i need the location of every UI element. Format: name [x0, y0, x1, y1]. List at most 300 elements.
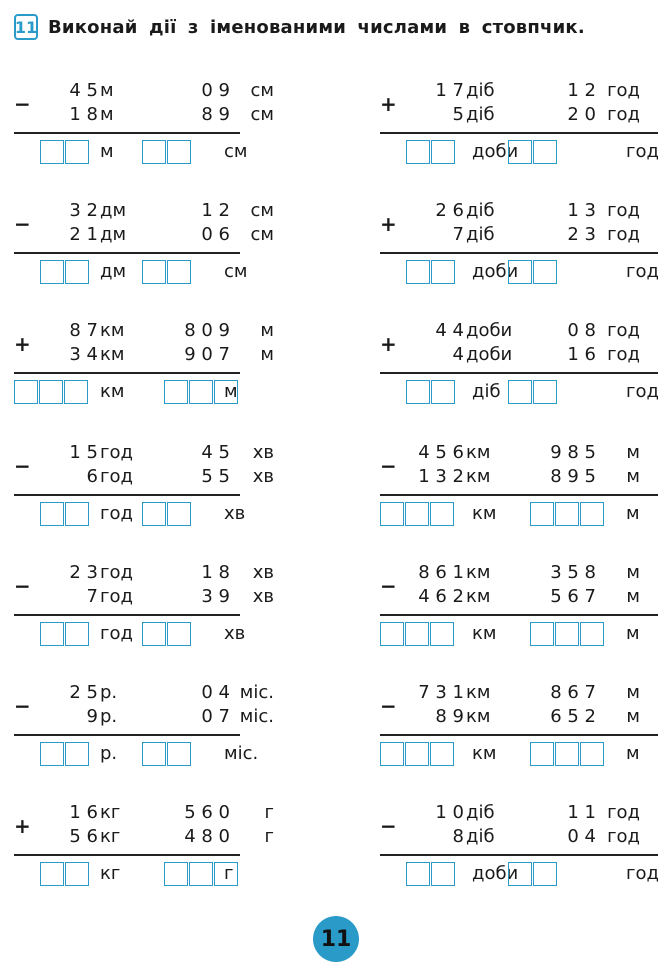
answer-unit-minor: хв	[224, 503, 246, 524]
answer-row	[14, 140, 314, 168]
problem-13	[14, 800, 314, 900]
minuend-row	[14, 562, 314, 584]
unit-label: хв	[252, 442, 274, 463]
unit-label: км	[466, 562, 491, 583]
answer-cell[interactable]	[430, 502, 454, 526]
minuend-row	[380, 562, 671, 584]
number-value: 0 8	[567, 320, 596, 341]
unit-label: год	[607, 80, 640, 101]
result-rule	[380, 372, 658, 374]
number-value: 4 8 0	[184, 826, 230, 847]
answer-unit-minor: м	[626, 623, 640, 644]
answer-row	[380, 622, 671, 650]
answer-row	[14, 380, 314, 408]
number-value: 0 6	[201, 224, 230, 245]
number-value: 1 2	[567, 80, 596, 101]
problem-11	[14, 680, 314, 780]
answer-unit-minor: см	[224, 261, 248, 282]
unit-label: м	[260, 344, 274, 365]
result-rule	[14, 252, 240, 254]
unit-label: кг	[100, 802, 121, 823]
unit-label: діб	[466, 80, 495, 101]
result-rule	[380, 854, 658, 856]
minuend-row	[380, 80, 671, 102]
answer-cell[interactable]	[431, 862, 455, 886]
answer-cell[interactable]	[380, 742, 404, 766]
answer-cell[interactable]	[406, 260, 430, 284]
answer-cell[interactable]	[142, 742, 166, 766]
answer-cell[interactable]	[164, 380, 188, 404]
unit-label: год	[100, 466, 133, 487]
number-value: 5 6 7	[550, 586, 596, 607]
number-value: 1 3	[567, 200, 596, 221]
answer-cell[interactable]	[14, 380, 38, 404]
unit-label: діб	[466, 802, 495, 823]
number-value: 3 9	[201, 586, 230, 607]
answer-cell[interactable]	[508, 260, 532, 284]
number-value: 7	[86, 586, 98, 607]
answer-cell[interactable]	[40, 742, 64, 766]
answer-cells-major	[380, 502, 455, 526]
problem-1	[14, 78, 314, 178]
unit-label: км	[100, 344, 125, 365]
answer-unit-minor: м	[626, 503, 640, 524]
answer-cells-major	[40, 862, 90, 886]
answer-unit-major: доби	[472, 863, 519, 884]
answer-cell[interactable]	[65, 502, 89, 526]
result-rule	[380, 252, 658, 254]
answer-unit-major: м	[100, 141, 114, 162]
unit-label: км	[466, 466, 491, 487]
subtrahend-row	[14, 224, 314, 246]
unit-label: м	[626, 562, 640, 583]
number-value: 5 5	[201, 466, 230, 487]
number-value: 1 1	[567, 802, 596, 823]
answer-cell[interactable]	[189, 380, 213, 404]
answer-cell[interactable]	[142, 502, 166, 526]
subtrahend-row	[14, 344, 314, 366]
result-rule	[14, 372, 240, 374]
subtrahend-row	[380, 224, 671, 246]
number-value: 1 8	[69, 104, 98, 125]
number-value: 4 5 6	[418, 442, 464, 463]
answer-cell[interactable]	[406, 380, 430, 404]
answer-unit-major: доби	[472, 261, 519, 282]
number-value: 3 4	[69, 344, 98, 365]
number-value: 8 9	[435, 706, 464, 727]
answer-cells-major	[380, 742, 455, 766]
answer-cell[interactable]	[380, 622, 404, 646]
answer-cell[interactable]	[430, 622, 454, 646]
page-number: 11	[313, 916, 359, 962]
unit-label: хв	[252, 586, 274, 607]
unit-label: год	[100, 562, 133, 583]
number-value: 4 5	[201, 442, 230, 463]
number-value: 7 3 1	[418, 682, 464, 703]
unit-label: міс.	[239, 706, 274, 727]
answer-row	[380, 502, 671, 530]
number-value: 1 5	[69, 442, 98, 463]
number-value: 1 0	[435, 802, 464, 823]
answer-unit-major: км	[100, 381, 125, 402]
answer-unit-minor: год	[626, 141, 659, 162]
number-value: 6	[86, 466, 98, 487]
unit-label: дм	[100, 224, 127, 245]
answer-cells-major	[406, 140, 456, 164]
answer-cells-major	[406, 260, 456, 284]
problem-3	[14, 198, 314, 298]
result-rule	[14, 494, 240, 496]
answer-cell[interactable]	[405, 622, 429, 646]
minuend-row	[380, 320, 671, 342]
result-rule	[14, 854, 240, 856]
answer-unit-major: км	[472, 743, 497, 764]
answer-cell[interactable]	[142, 140, 166, 164]
problem-2	[380, 78, 671, 178]
number-value: 4	[452, 344, 464, 365]
answer-cells-minor	[530, 502, 605, 526]
operator-sign: −	[14, 574, 31, 598]
subtrahend-row	[380, 706, 671, 728]
answer-cell[interactable]	[39, 380, 63, 404]
result-rule	[380, 132, 658, 134]
answer-unit-major: км	[472, 623, 497, 644]
number-value: 9 0 7	[184, 344, 230, 365]
answer-row	[14, 502, 314, 530]
number-value: 6 5 2	[550, 706, 596, 727]
operator-sign: +	[380, 212, 397, 236]
answer-cells-minor	[530, 622, 605, 646]
number-value: 0 4	[201, 682, 230, 703]
number-value: 1 7	[435, 80, 464, 101]
answer-unit-major: діб	[472, 381, 501, 402]
answer-cell[interactable]	[142, 622, 166, 646]
answer-cell[interactable]	[167, 742, 191, 766]
number-value: 8 9 5	[550, 466, 596, 487]
answer-unit-major: кг	[100, 863, 121, 884]
answer-cell[interactable]	[431, 380, 455, 404]
answer-cell[interactable]	[167, 502, 191, 526]
subtrahend-row	[14, 104, 314, 126]
answer-unit-major: км	[472, 503, 497, 524]
operator-sign: −	[380, 574, 397, 598]
minuend-row	[14, 682, 314, 704]
unit-label: м	[100, 104, 114, 125]
answer-row	[14, 260, 314, 288]
problem-4	[380, 198, 671, 298]
answer-cells-major	[406, 862, 456, 886]
problem-7	[14, 440, 314, 540]
answer-unit-major: год	[100, 503, 133, 524]
unit-label: см	[250, 224, 274, 245]
unit-label: год	[607, 802, 640, 823]
unit-label: см	[250, 104, 274, 125]
subtrahend-row	[14, 586, 314, 608]
answer-cell[interactable]	[40, 502, 64, 526]
answer-row	[380, 862, 671, 890]
answer-cells-major	[40, 742, 90, 766]
unit-label: год	[607, 104, 640, 125]
result-rule	[14, 132, 240, 134]
number-value: 5 6	[69, 826, 98, 847]
unit-label: год	[607, 344, 640, 365]
answer-cell[interactable]	[555, 502, 579, 526]
answer-cell[interactable]	[533, 862, 557, 886]
answer-cell[interactable]	[65, 742, 89, 766]
problem-5	[14, 318, 314, 418]
task-header	[14, 14, 585, 40]
answer-cell[interactable]	[431, 140, 455, 164]
operator-sign: +	[14, 814, 31, 838]
answer-unit-minor: год	[626, 261, 659, 282]
answer-unit-minor: м	[224, 381, 238, 402]
problem-8	[380, 440, 671, 540]
problem-14	[380, 800, 671, 900]
unit-label: см	[250, 200, 274, 221]
unit-label: діб	[466, 104, 495, 125]
subtrahend-row	[380, 104, 671, 126]
answer-cells-minor	[508, 260, 558, 284]
answer-row	[380, 260, 671, 288]
subtrahend-row	[380, 826, 671, 848]
answer-cell[interactable]	[65, 862, 89, 886]
answer-row	[380, 742, 671, 770]
minuend-row	[380, 442, 671, 464]
operator-sign: −	[380, 454, 397, 478]
answer-cell[interactable]	[405, 742, 429, 766]
answer-cells-minor	[508, 862, 558, 886]
answer-cell[interactable]	[380, 502, 404, 526]
operator-sign: −	[14, 694, 31, 718]
unit-label: см	[250, 80, 274, 101]
answer-cell[interactable]	[167, 622, 191, 646]
answer-unit-major: р.	[100, 743, 118, 764]
answer-cell[interactable]	[40, 140, 64, 164]
answer-cell[interactable]	[189, 862, 213, 886]
answer-cells-major	[380, 622, 455, 646]
number-value: 8 0 9	[184, 320, 230, 341]
result-rule	[380, 734, 658, 736]
unit-label: км	[466, 442, 491, 463]
number-value: 0 7	[201, 706, 230, 727]
number-value: 1 6	[69, 802, 98, 823]
answer-cell[interactable]	[580, 742, 604, 766]
unit-label: год	[607, 224, 640, 245]
unit-label: діб	[466, 224, 495, 245]
answer-cell[interactable]	[405, 502, 429, 526]
unit-label: км	[466, 586, 491, 607]
answer-cell[interactable]	[508, 380, 532, 404]
unit-label: год	[607, 826, 640, 847]
answer-cells-major	[40, 260, 90, 284]
answer-cell[interactable]	[530, 622, 554, 646]
number-value: 0 9	[201, 80, 230, 101]
subtrahend-row	[14, 466, 314, 488]
answer-cells-minor	[508, 140, 558, 164]
number-value: 3 2	[69, 200, 98, 221]
number-value: 9	[86, 706, 98, 727]
minuend-row	[14, 442, 314, 464]
problem-9	[14, 560, 314, 660]
unit-label: год	[100, 586, 133, 607]
subtrahend-row	[14, 706, 314, 728]
answer-cell[interactable]	[164, 862, 188, 886]
answer-row	[14, 622, 314, 650]
answer-cells-major	[14, 380, 89, 404]
subtrahend-row	[380, 586, 671, 608]
operator-sign: −	[14, 454, 31, 478]
answer-cells-major	[40, 622, 90, 646]
answer-cell[interactable]	[430, 742, 454, 766]
number-value: 4 5	[69, 80, 98, 101]
answer-cell[interactable]	[533, 140, 557, 164]
unit-label: міс.	[239, 682, 274, 703]
operator-sign: −	[14, 212, 31, 236]
unit-label: м	[260, 320, 274, 341]
unit-label: км	[466, 706, 491, 727]
number-value: 8 6 1	[418, 562, 464, 583]
answer-cells-major	[406, 380, 456, 404]
answer-cells-minor	[142, 622, 192, 646]
subtrahend-row	[14, 826, 314, 848]
unit-label: р.	[100, 682, 118, 703]
answer-cells-minor	[142, 502, 192, 526]
answer-unit-minor: см	[224, 141, 248, 162]
unit-label: м	[100, 80, 114, 101]
subtrahend-row	[380, 344, 671, 366]
unit-label: діб	[466, 200, 495, 221]
answer-cell[interactable]	[533, 260, 557, 284]
operator-sign: −	[380, 814, 397, 838]
answer-unit-minor: год	[626, 381, 659, 402]
answer-unit-major: год	[100, 623, 133, 644]
unit-label: км	[466, 682, 491, 703]
unit-label: г	[264, 802, 274, 823]
number-value: 1 3 2	[418, 466, 464, 487]
minuend-row	[14, 320, 314, 342]
number-value: 2 6	[435, 200, 464, 221]
number-value: 5	[452, 104, 464, 125]
answer-cells-minor	[142, 140, 192, 164]
unit-label: м	[626, 586, 640, 607]
answer-cell[interactable]	[431, 260, 455, 284]
unit-label: м	[626, 682, 640, 703]
minuend-row	[380, 802, 671, 824]
task-number-badge: 11	[14, 14, 38, 40]
answer-unit-minor: м	[626, 743, 640, 764]
answer-cell[interactable]	[508, 862, 532, 886]
answer-row	[380, 380, 671, 408]
answer-cell[interactable]	[530, 502, 554, 526]
problem-10	[380, 560, 671, 660]
operator-sign: +	[380, 92, 397, 116]
answer-cell[interactable]	[533, 380, 557, 404]
answer-unit-major: дм	[100, 261, 127, 282]
unit-label: м	[626, 466, 640, 487]
unit-label: доби	[466, 344, 513, 365]
answer-cell[interactable]	[142, 260, 166, 284]
answer-cell[interactable]	[40, 862, 64, 886]
answer-cell[interactable]	[65, 622, 89, 646]
task-title: Виконай дії з іменованими числами в стовпчик.	[48, 16, 585, 38]
result-rule	[14, 614, 240, 616]
answer-cell[interactable]	[555, 742, 579, 766]
operator-sign: −	[380, 694, 397, 718]
number-value: 2 0	[567, 104, 596, 125]
answer-cell[interactable]	[580, 622, 604, 646]
number-value: 2 3	[567, 224, 596, 245]
answer-cells-major	[40, 140, 90, 164]
answer-cell[interactable]	[508, 140, 532, 164]
number-value: 3 5 8	[550, 562, 596, 583]
unit-label: год	[100, 442, 133, 463]
answer-cell[interactable]	[65, 140, 89, 164]
unit-label: хв	[252, 562, 274, 583]
answer-unit-minor: хв	[224, 623, 246, 644]
unit-label: хв	[252, 466, 274, 487]
problem-6	[380, 318, 671, 418]
unit-label: діб	[466, 826, 495, 847]
answer-cell[interactable]	[64, 380, 88, 404]
answer-cell[interactable]	[65, 260, 89, 284]
result-rule	[14, 734, 240, 736]
minuend-row	[380, 200, 671, 222]
number-value: 8 6 7	[550, 682, 596, 703]
unit-label: год	[607, 200, 640, 221]
answer-unit-minor: год	[626, 863, 659, 884]
number-value: 8	[452, 826, 464, 847]
answer-cells-minor	[508, 380, 558, 404]
answer-cell[interactable]	[530, 742, 554, 766]
minuend-row	[14, 802, 314, 824]
result-rule	[380, 614, 658, 616]
answer-cell[interactable]	[40, 622, 64, 646]
unit-label: г	[264, 826, 274, 847]
answer-cell[interactable]	[580, 502, 604, 526]
minuend-row	[380, 682, 671, 704]
unit-label: доби	[466, 320, 513, 341]
answer-cell[interactable]	[40, 260, 64, 284]
answer-cell[interactable]	[555, 622, 579, 646]
subtrahend-row	[380, 466, 671, 488]
unit-label: дм	[100, 200, 127, 221]
answer-cell[interactable]	[167, 260, 191, 284]
result-rule	[380, 494, 658, 496]
minuend-row	[14, 80, 314, 102]
answer-cells-minor	[142, 742, 192, 766]
minuend-row	[14, 200, 314, 222]
answer-cells-minor	[142, 260, 192, 284]
unit-label: км	[100, 320, 125, 341]
answer-cell[interactable]	[167, 140, 191, 164]
answer-cell[interactable]	[406, 862, 430, 886]
answer-unit-minor: міс.	[224, 743, 259, 764]
answer-row	[14, 862, 314, 890]
answer-row	[380, 140, 671, 168]
problem-12	[380, 680, 671, 780]
unit-label: р.	[100, 706, 118, 727]
answer-cell[interactable]	[406, 140, 430, 164]
number-value: 2 3	[69, 562, 98, 583]
unit-label: м	[626, 442, 640, 463]
answer-cells-minor	[530, 742, 605, 766]
answer-cells-major	[40, 502, 90, 526]
answer-unit-minor: г	[224, 863, 234, 884]
number-value: 2 1	[69, 224, 98, 245]
number-value: 7	[452, 224, 464, 245]
number-value: 4 6 2	[418, 586, 464, 607]
unit-label: кг	[100, 826, 121, 847]
